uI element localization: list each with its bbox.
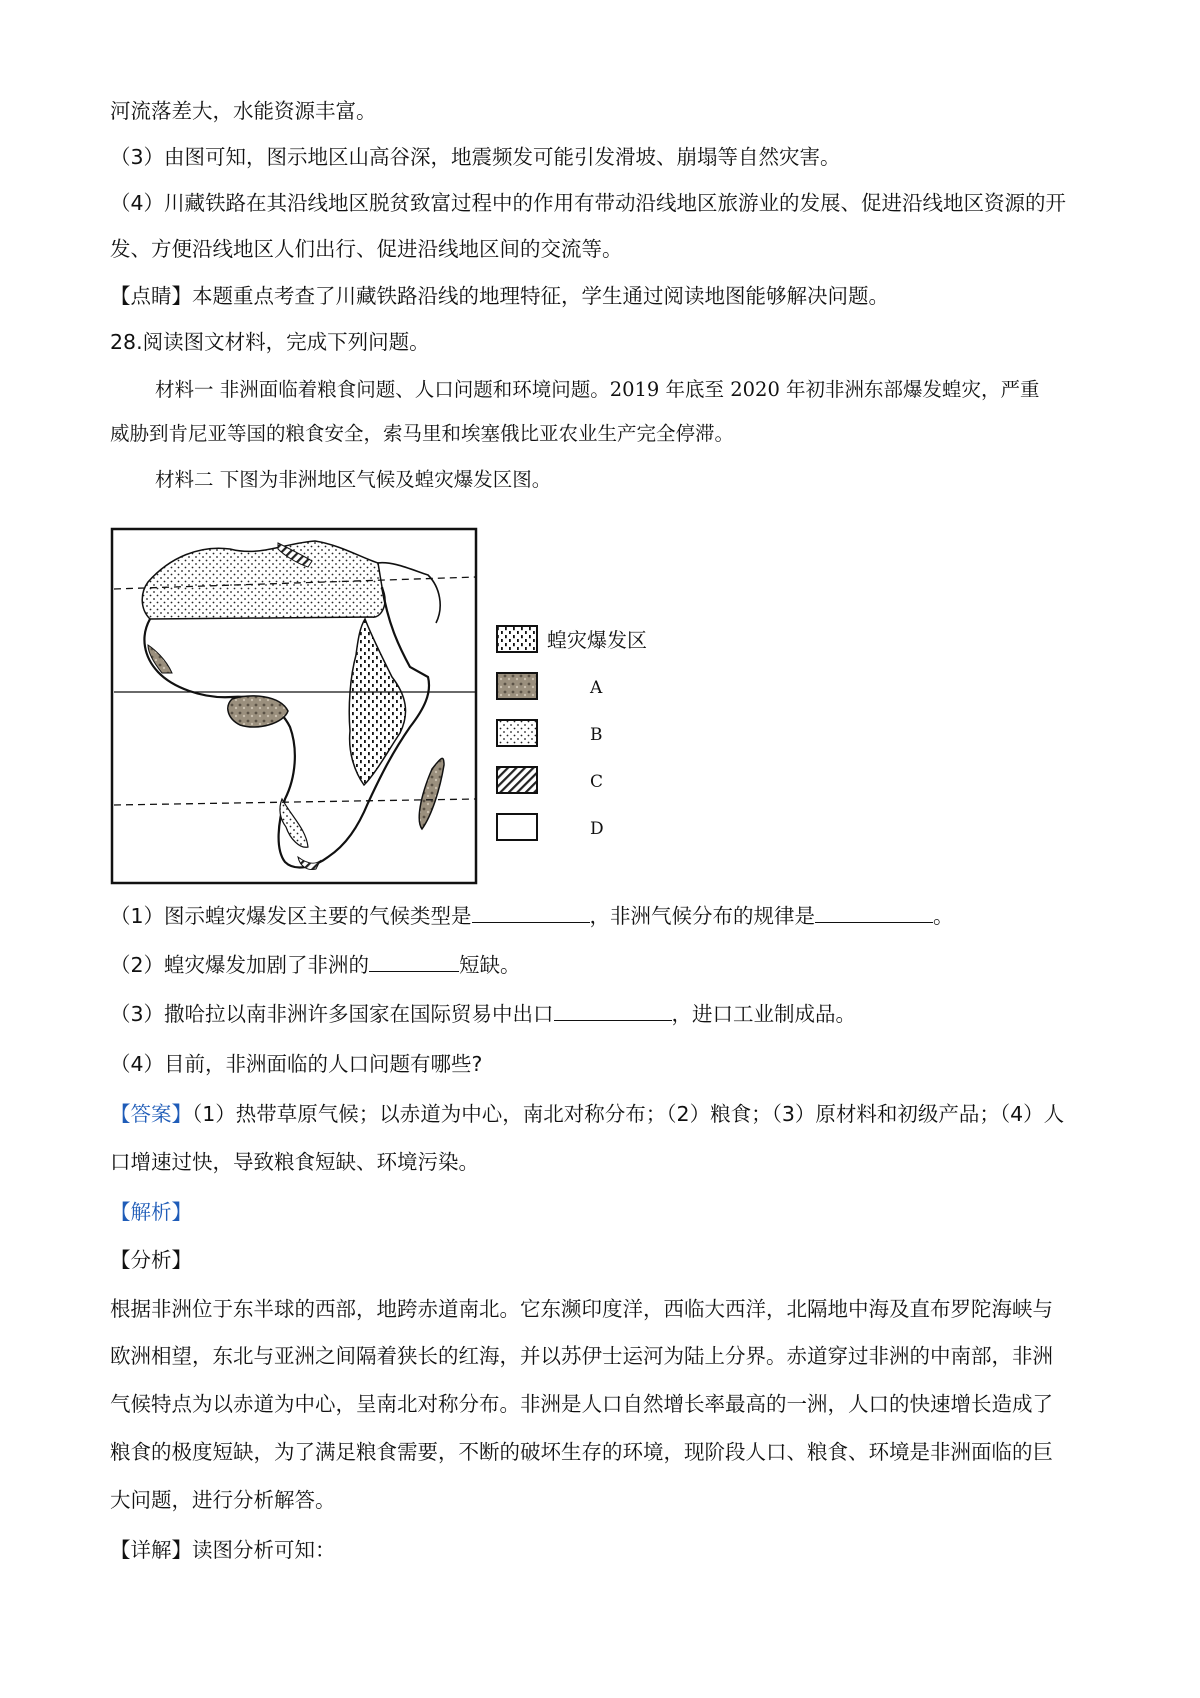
answer-blank[interactable] bbox=[815, 902, 933, 923]
legend-label-b: B bbox=[590, 725, 603, 745]
text-line: （4）川藏铁路在其沿线地区脱贫致富过程中的作用有带动沿线地区旅游业的发展、促进沿线地区资源的开 bbox=[110, 191, 1067, 215]
analysis-paragraph-line: 根据非洲位于东半球的西部，地跨赤道南北。它东濒印度洋，西临大西洋，北隔地中海及直布罗陀海峡与 bbox=[110, 1297, 1053, 1321]
question-2-text: （2）蝗灾爆发加剧了非洲的 bbox=[110, 953, 370, 977]
text-line: 发、方便沿线地区人们出行、促进沿线地区间的交流等。 bbox=[110, 237, 623, 261]
answer-text: （1）热带草原气候；以赤道为中心，南北对称分布；（2）粮食；（3）原材料和初级产品；（4）人 bbox=[192, 1102, 1065, 1126]
answer-blank[interactable] bbox=[369, 951, 459, 972]
legend-swatch-d bbox=[497, 814, 537, 840]
question-1-text: ，非洲气候分布的规律是 bbox=[589, 904, 816, 928]
analysis-paragraph-line: 粮食的极度短缺，为了满足粮食需要，不断的破坏生存的环境，现阶段人口、粮食、环境是非洲面临的巨 bbox=[110, 1440, 1053, 1464]
answer-line bbox=[110, 1100, 1064, 1128]
analysis-tag: 【解析】 bbox=[110, 1200, 192, 1224]
analysis-paragraph-line: 欧洲相望，东北与亚洲之间隔着狭长的红海，并以苏伊士运河为陆上分界。赤道穿过非洲的中南部，非洲 bbox=[110, 1344, 1053, 1368]
legend-swatch-locust bbox=[497, 626, 537, 652]
answer-tag: 【答案】 bbox=[110, 1102, 192, 1126]
legend-label-a: A bbox=[590, 678, 603, 698]
question-1-text: （1）图示蝗灾爆发区主要的气候类型是 bbox=[110, 904, 472, 928]
text-line: 河流落差大，水能资源丰富。 bbox=[110, 99, 377, 123]
material-one-line: 威胁到肯尼亚等国的粮食安全，索马里和埃塞俄比亚农业生产完全停滞。 bbox=[110, 422, 735, 445]
tip-line: 【点睛】本题重点考查了川藏铁路沿线的地理特征，学生通过阅读地图能够解决问题。 bbox=[110, 284, 889, 308]
legend-swatch-a bbox=[497, 673, 537, 699]
legend-swatch-b bbox=[497, 720, 537, 746]
answer-blank[interactable] bbox=[554, 1000, 672, 1021]
detail-tag: 【详解】 bbox=[110, 1538, 192, 1562]
material-one-line: 材料一 非洲面临着粮食问题、人口问题和环境问题。2019 年底至 2020 年初非洲东部爆发蝗灾，严重 bbox=[155, 378, 1040, 401]
legend-label-locust: 蝗灾爆发区 bbox=[547, 628, 647, 652]
question-1-text: 。 bbox=[933, 904, 954, 928]
legend-swatch-c bbox=[497, 767, 537, 793]
answer-line: 口增速过快，导致粮食短缺、环境污染。 bbox=[110, 1150, 479, 1174]
detail-text: 读图分析可知： bbox=[192, 1538, 336, 1562]
detail-line bbox=[110, 1536, 336, 1564]
question-2 bbox=[110, 951, 521, 979]
answer-blank[interactable] bbox=[472, 902, 590, 923]
africa-map bbox=[110, 527, 480, 887]
question-3-text: （3）撒哈拉以南非洲许多国家在国际贸易中出口 bbox=[110, 1002, 554, 1026]
analysis-subheading: 【分析】 bbox=[110, 1248, 192, 1272]
question-1 bbox=[110, 902, 954, 930]
question-2-text: 短缺。 bbox=[459, 953, 521, 977]
analysis-paragraph-line: 大问题，进行分析解答。 bbox=[110, 1488, 336, 1512]
question-3 bbox=[110, 1000, 856, 1028]
text-line: （3）由图可知，图示地区山高谷深，地震频发可能引发滑坡、崩塌等自然灾害。 bbox=[110, 145, 841, 169]
material-two-line: 材料二 下图为非洲地区气候及蝗灾爆发区图。 bbox=[155, 468, 552, 491]
map-legend bbox=[495, 618, 685, 848]
legend-label-c: C bbox=[590, 772, 604, 792]
question-3-text: ，进口工业制成品。 bbox=[671, 1002, 857, 1026]
legend-label-d: D bbox=[590, 819, 604, 839]
analysis-paragraph-line: 气候特点为以赤道为中心，呈南北对称分布。非洲是人口自然增长率最高的一洲，人口的快速增长造成了 bbox=[110, 1392, 1053, 1416]
question-heading: 28.阅读图文材料，完成下列问题。 bbox=[110, 330, 430, 354]
question-4: （4）目前，非洲面临的人口问题有哪些? bbox=[110, 1052, 483, 1076]
